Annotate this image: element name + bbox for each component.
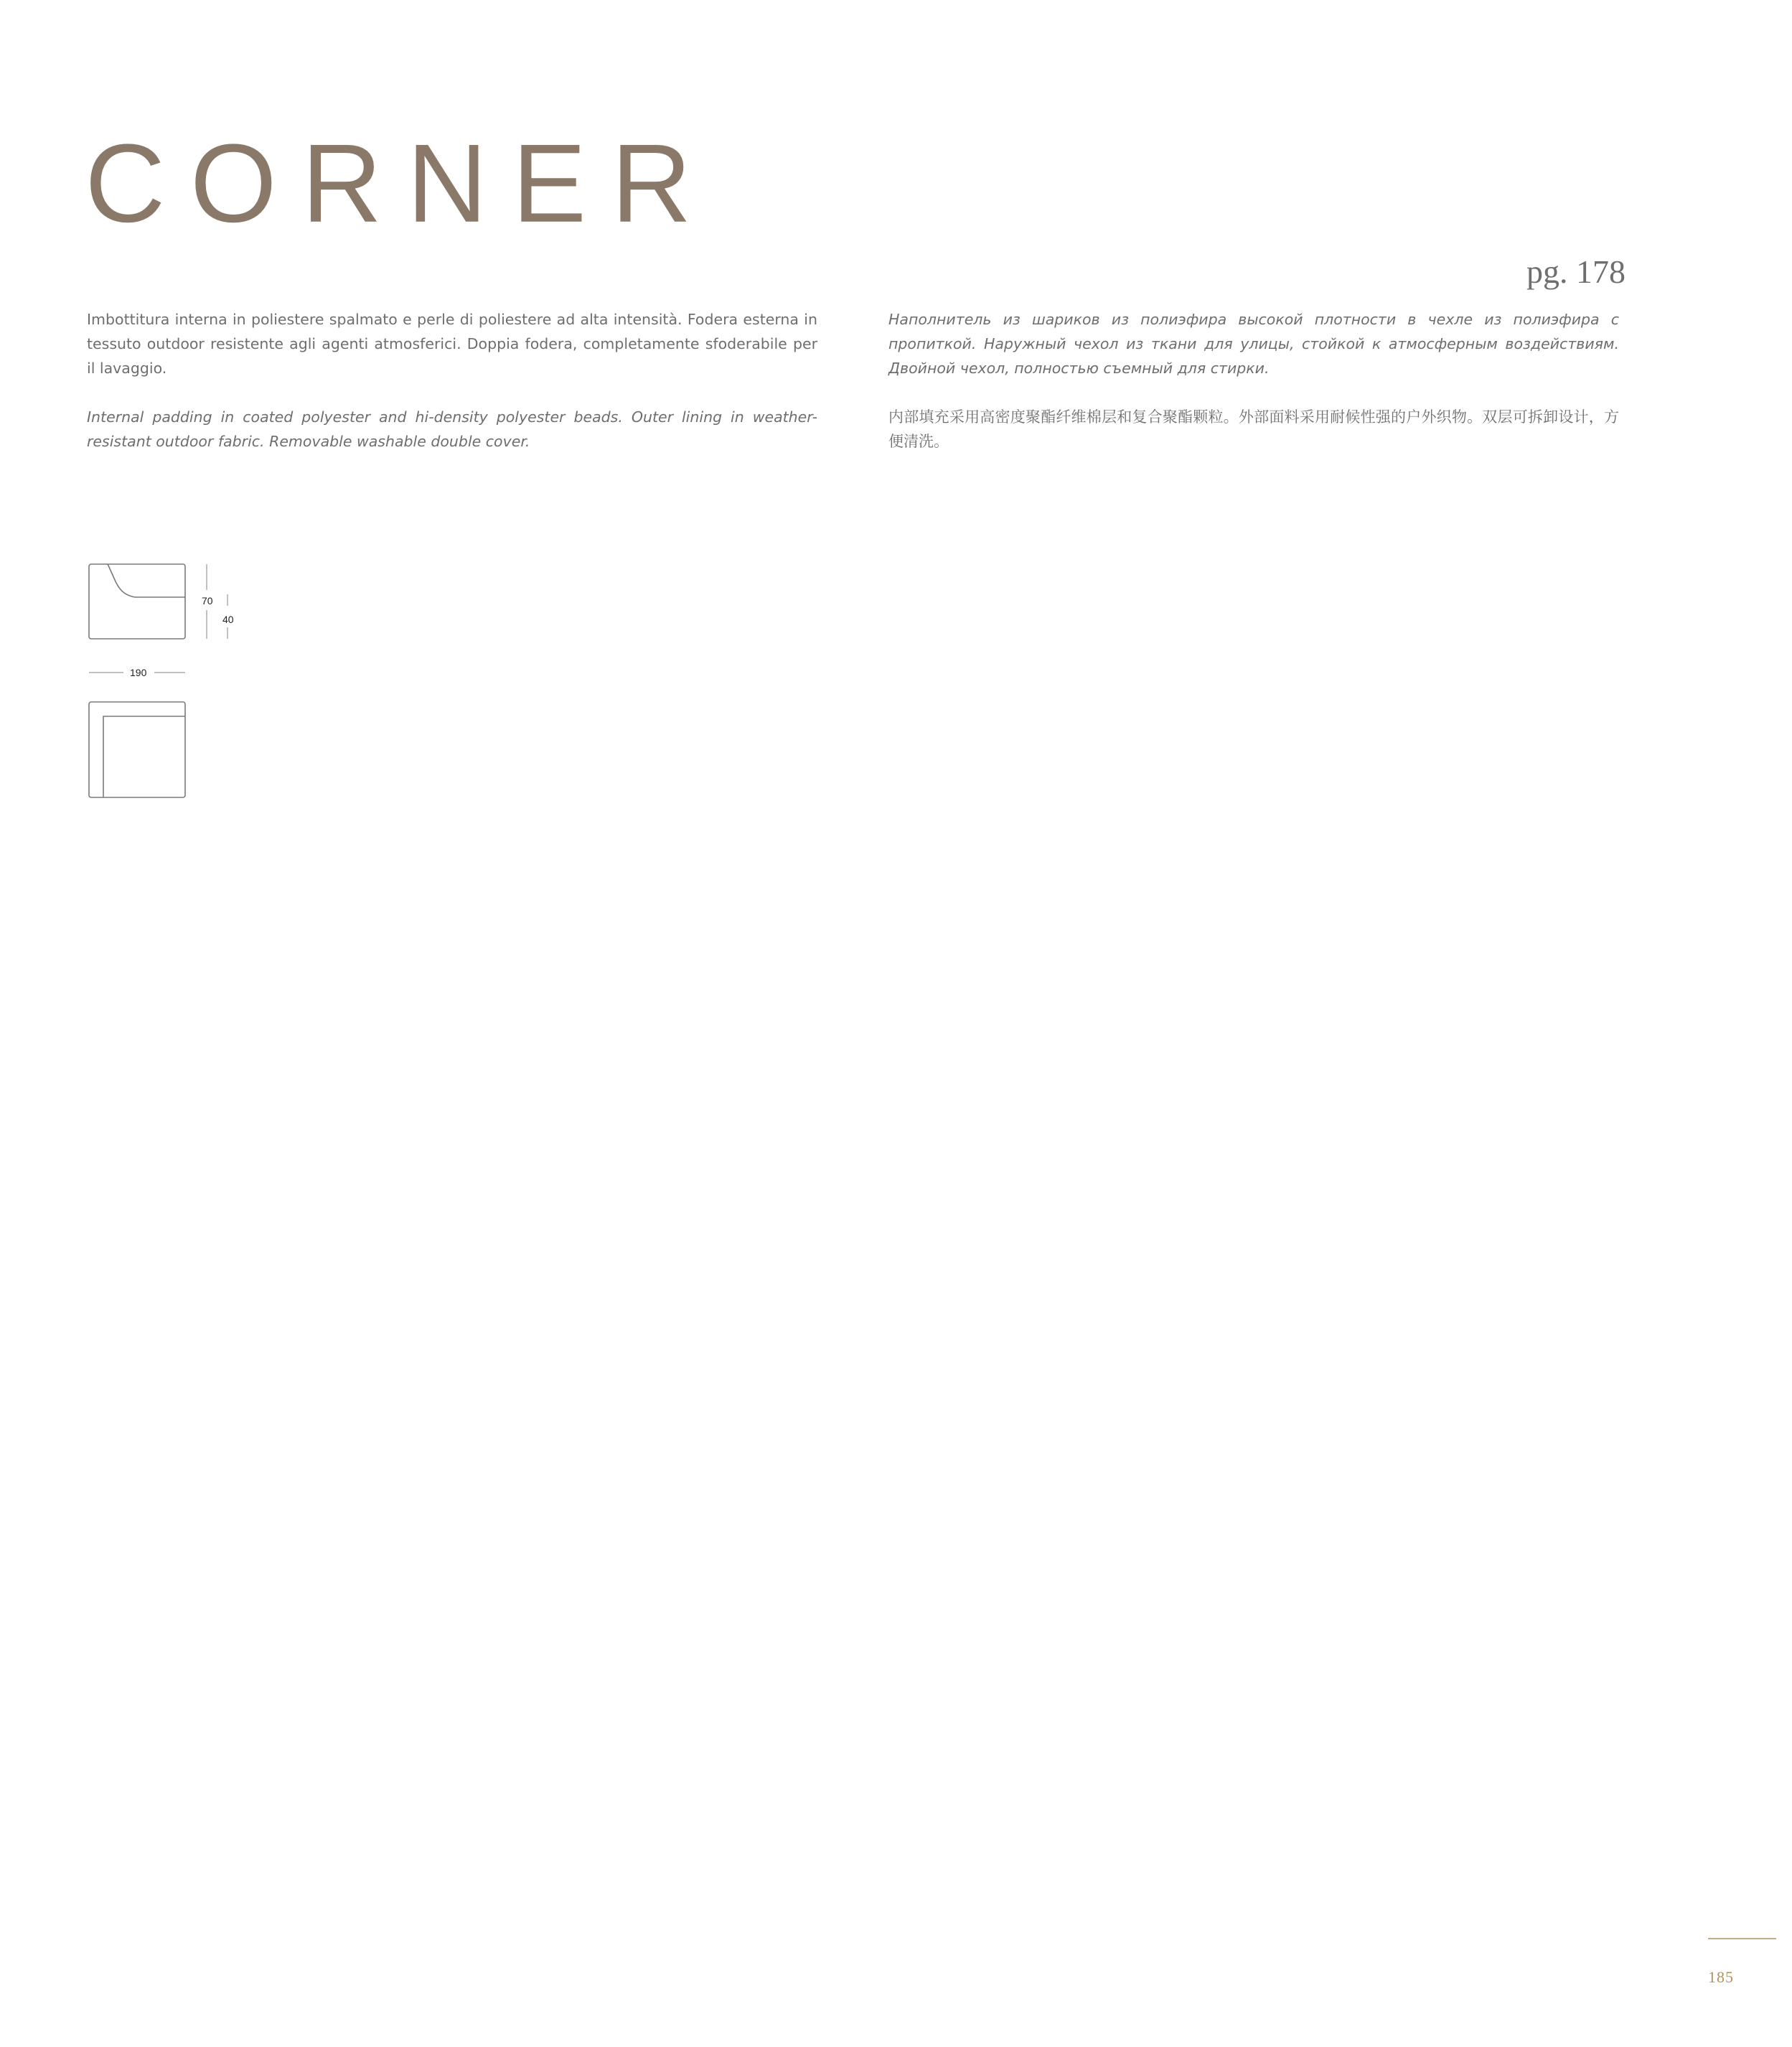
width-label: 190	[130, 667, 147, 678]
dimension-drawing	[79, 560, 251, 818]
folio-divider	[1708, 1938, 1776, 1939]
dimension-drawing-svg	[79, 560, 251, 818]
description-chinese: 内部填充采用高密度聚酯纤维棉层和复合聚酯颗粒。外部面料采用耐候性强的户外织物。双层可拆卸设计，方便清洗。	[888, 408, 1619, 450]
description-right-column	[888, 307, 1619, 454]
description-english: Internal padding in coated polyester and hi-density polyester beads. Outer lining in weather-resistant outdoor fabric. Removable washable double cover.	[87, 408, 817, 450]
description-italian: Imbottitura interna in poliestere spalmato e perle di poliestere ad alta intensità. Fodera esterna in tessuto outdoor resistente agli agenti atmosferici. Doppia fodera, completamente sfoderabile per il lavaggio.	[87, 311, 817, 377]
height-label: 70	[202, 595, 213, 606]
description-russian: Наполнитель из шариков из полиэфира высокой плотности в чехле из полиэфира с пропиткой. Наружный чехол из ткани для улицы, стойкой к атмосферным воздействиям. Двойной чехол, полностью съемный для стирки.	[888, 311, 1619, 377]
page-number: 185	[1708, 1968, 1734, 1986]
top-view	[89, 702, 185, 797]
seat-height-label: 40	[222, 614, 234, 625]
description-left-column	[87, 307, 817, 454]
side-view	[89, 564, 185, 639]
page-reference: pg. 178	[1526, 253, 1626, 290]
page-title: CORNER	[85, 121, 717, 246]
